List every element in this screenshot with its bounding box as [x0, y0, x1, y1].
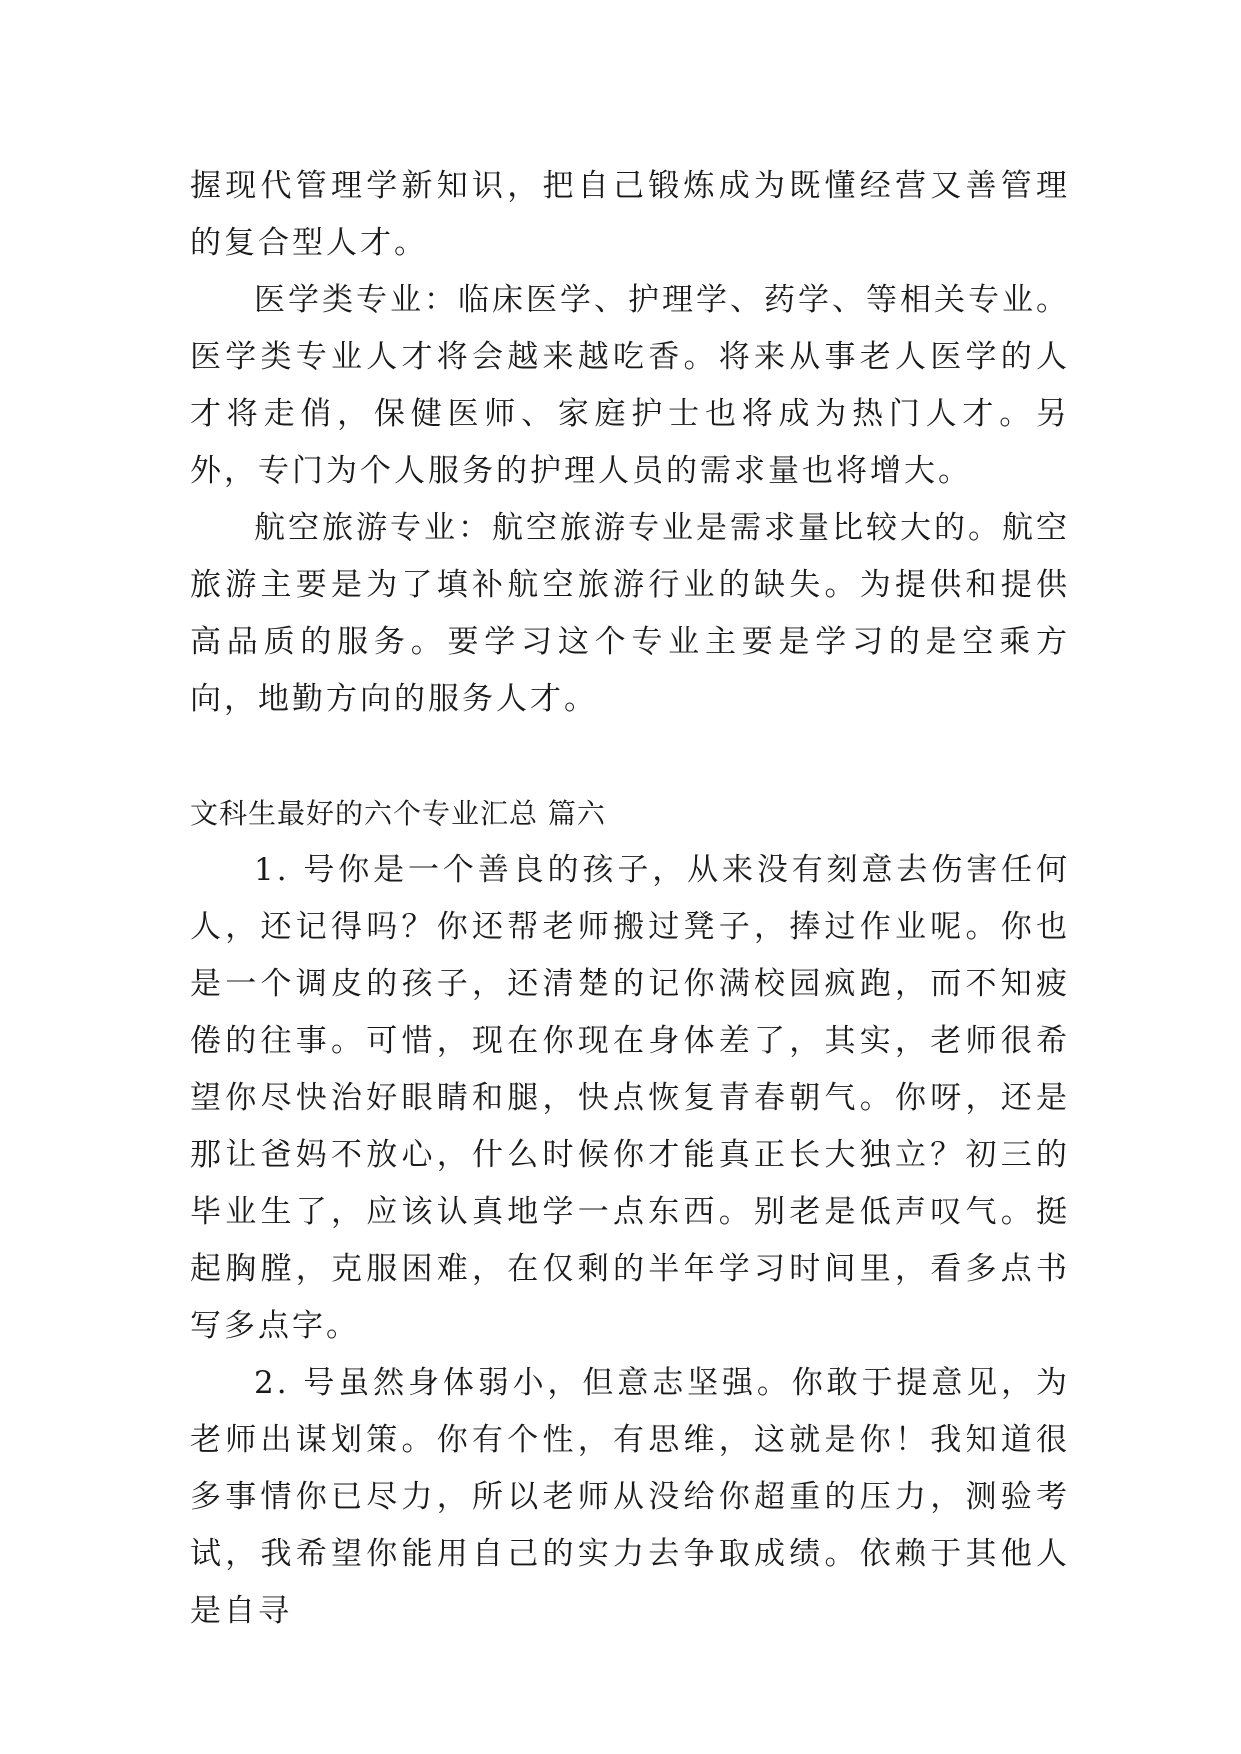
paragraph-management: 握现代管理学新知识，把自己锻炼成为既懂经营又善管理的复合型人才。	[190, 168, 1070, 261]
paragraph-item-2: 2. 号虽然身体弱小，但意志坚强。你敢于提意见，为老师出谋划策。你有个性，有思维，这就是你！我知道很多事情你已尽力，所以老师从没给你超重的压力，测验考试，我希望你能用自己的实力去争取成绩。依赖于其他人是自寻	[190, 1365, 1070, 1629]
section-gap	[190, 728, 1070, 785]
section-heading: 文科生最好的六个专业汇总 篇六	[190, 797, 606, 830]
paragraph-aviation-tourism: 航空旅游专业：航空旅游专业是需求量比较大的。航空旅游主要是为了填补航空旅游行业的缺失。为提供和提供高品质的服务。要学习这个专业主要是学习的是空乘方向，地勤方向的服务人才。	[190, 510, 1070, 717]
paragraph-medicine: 医学类专业：临床医学、护理学、药学、等相关专业。医学类专业人才将会越来越吃香。将来从事老人医学的人才将走俏，保健医师、家庭护士也将成为热门人才。另外，专门为个人服务的护理人员的需求量也将增大。	[190, 282, 1070, 489]
paragraph-item-1: 1. 号你是一个善良的孩子，从来没有刻意去伤害任何人，还记得吗？你还帮老师搬过凳子，捧过作业呢。你也是一个调皮的孩子，还清楚的记你满校园疯跑，而不知疲倦的往事。可惜，现在你现在身体差了，其实，老师很希望你尽快治好眼睛和腿，快点恢复青春朝气。你呀，还是那让爸妈不放心，什么时候你才能真正长大独立？初三的毕业生了，应该认真地学一点东西。别老是低声叹气。挺起胸膛，克服困难，在仅剩的半年学习时间里，看多点书写多点字。	[190, 852, 1070, 1344]
document-page	[190, 158, 1070, 1640]
